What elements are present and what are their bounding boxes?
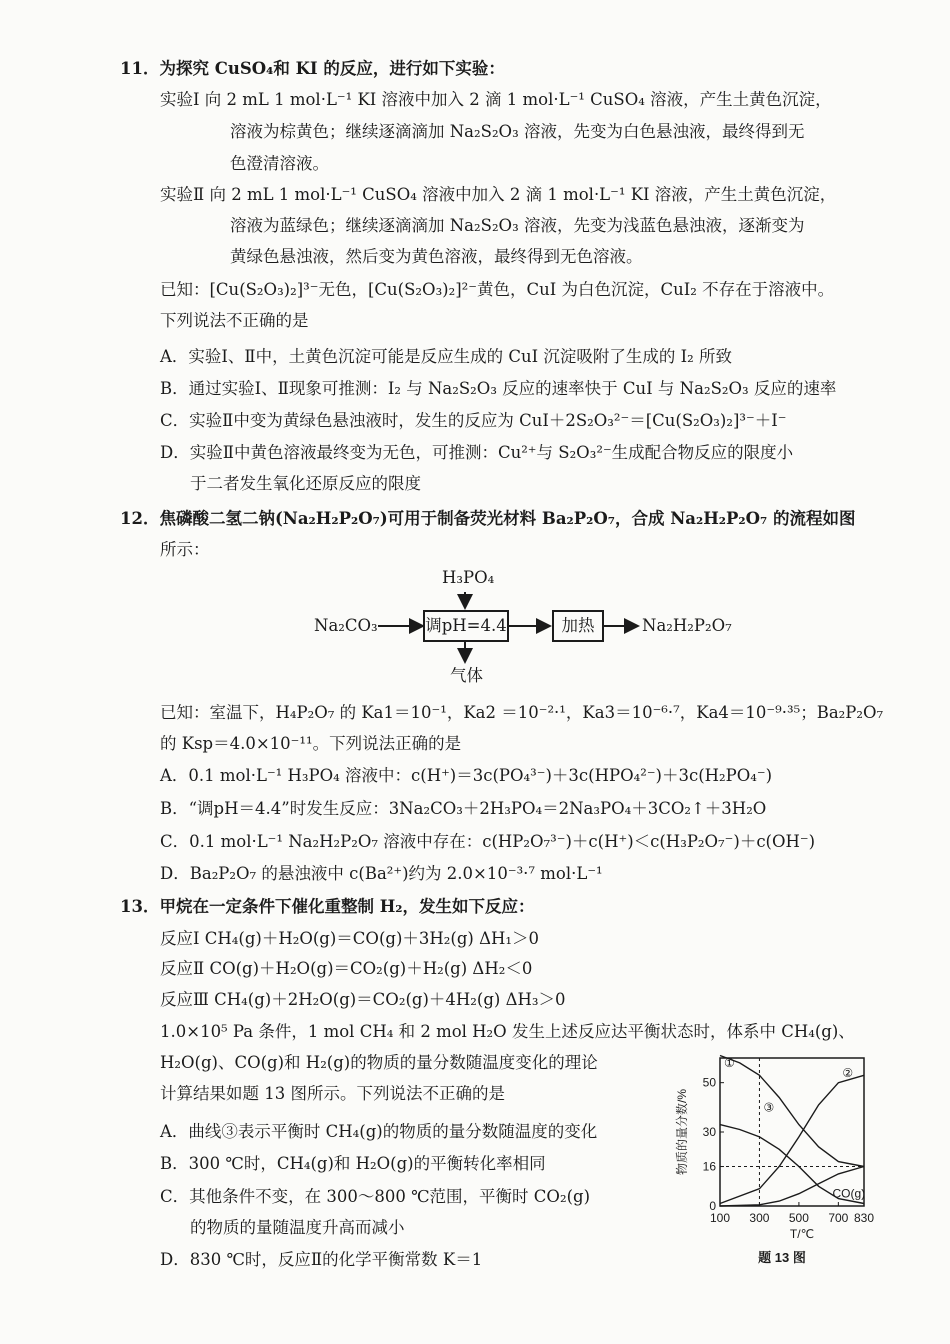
mole-fraction-chart — [672, 1046, 892, 1276]
x-tick-label-0: 100 — [709, 1211, 731, 1225]
x-tick-label-3: 700 — [828, 1211, 849, 1225]
q13-reaction-1: 反应Ⅰ CH₄(g)＋H₂O(g)＝CO(g)＋3H₂(g) ΔH₁＞0 — [160, 929, 539, 948]
series-line-1 — [720, 1075, 864, 1203]
flow-input-left: Na₂CO₃ — [314, 616, 378, 635]
q11-option-d-cont: 于二者发生氧化还原反应的限度 — [190, 474, 421, 493]
q12-option-b: B．“调pH＝4.4”时发生反应：3Na₂CO₃＋2H₃PO₄＝2Na₃PO₄＋3CO₂↑＋3H₂O — [160, 799, 767, 818]
q13-line-0: 13．甲烷在一定条件下催化重整制 H₂，发生如下反应： — [120, 897, 535, 916]
q12-option-d: D．Ba₂P₂O₇ 的悬浊液中 c(Ba²⁺)约为 2.0×10⁻³·⁷ mol·L⁻¹ — [160, 864, 603, 883]
series-label-2: ③ — [763, 1100, 775, 1115]
q12-line-0: 12．焦磷酸二氢二钠(Na₂H₂P₂O₇)可用于制备荧光材料 Ba₂P₂O₇，合成 Na₂H₂P₂O₇ 的流程如图 — [120, 509, 856, 528]
q13-line-6: 计算结果如题 13 图所示。下列说法不正确的是 — [160, 1084, 505, 1103]
q11-line-0: 11．为探究 CuSO₄和 KI 的反应，进行如下实验： — [120, 59, 505, 78]
plot-frame — [720, 1055, 864, 1206]
q13-option-b: B．300 ℃时，CH₄(g)和 H₂O(g)的平衡转化率相同 — [160, 1154, 546, 1173]
q12-option-a: A．0.1 mol·L⁻¹ H₃PO₄ 溶液中：c(H⁺)＝3c(PO₄³⁻)＋3c(HPO₄²⁻)＋3c(H₂PO₄⁻) — [160, 766, 773, 785]
q13-reaction-3: 反应Ⅲ CH₄(g)＋2H₂O(g)＝CO₂(g)＋4H₂(g) ΔH₃＞0 — [160, 990, 566, 1009]
q12-option-c: C．0.1 mol·L⁻¹ Na₂H₂P₂O₇ 溶液中存在：c(HP₂O₇³⁻)＋c(H⁺)＜c(H₃P₂O₇⁻)＋c(OH⁻) — [160, 832, 816, 851]
q12-known-line-0: 已知：室温下，H₄P₂O₇ 的 Ka1＝10⁻¹，Ka2 ＝10⁻²·¹，Ka3＝10⁻⁶·⁷，Ka4＝10⁻⁹·³⁵；Ba₂P₂O₇ — [160, 703, 884, 722]
q13-option-c-cont: 的物质的量随温度升高而减小 — [190, 1218, 405, 1237]
q11-line-1: 实验Ⅰ 向 2 mL 1 mol·L⁻¹ KI 溶液中加入 2 滴 1 mol·L⁻¹ CuSO₄ 溶液，产生土黄色沉淀， — [160, 90, 832, 109]
q11-option-b: B．通过实验Ⅰ、Ⅱ现象可推测：I₂ 与 Na₂S₂O₃ 反应的速率快于 CuI 与 Na₂S₂O₃ 反应的速率 — [160, 379, 837, 398]
y-tick-label-3: 50 — [702, 1075, 716, 1090]
flow-step-heat: 加热 — [552, 610, 604, 642]
flow-output: Na₂H₂P₂O₇ — [642, 616, 732, 635]
q11-line-4: 实验Ⅱ 向 2 mL 1 mol·L⁻¹ CuSO₄ 溶液中加入 2 滴 1 mol·L⁻¹ KI 溶液，产生土黄色沉淀， — [160, 185, 837, 204]
series-label-1: ② — [842, 1065, 854, 1080]
flow-byproduct-gas: 气体 — [450, 666, 483, 685]
chart-title: 题 13 图 — [758, 1250, 806, 1265]
q13-reaction-2: 反应Ⅱ CO(g)＋H₂O(g)＝CO₂(g)＋H₂(g) ΔH₂＜0 — [160, 959, 533, 978]
y-axis-label: 物质的量分数/% — [675, 1088, 689, 1176]
synthesis-flow-diagram — [310, 566, 750, 690]
y-tick-label-2: 30 — [702, 1125, 716, 1139]
q12-known-line-1: 的 Ksp＝4.0×10⁻¹¹。下列说法正确的是 — [160, 734, 462, 753]
q11-option-a: A．实验Ⅰ、Ⅱ中，土黄色沉淀可能是反应生成的 CuI 沉淀吸附了生成的 I₂ 所致 — [160, 347, 733, 366]
q11-line-8: 下列说法不正确的是 — [160, 311, 309, 330]
series-label-0: ① — [724, 1055, 735, 1070]
q13-option-c: C．其他条件不变，在 300～800 ℃范围，平衡时 CO₂(g) — [160, 1187, 591, 1206]
q11-option-d: D．实验Ⅱ中黄色溶液最终变为无色，可推测：Cu²⁺与 S₂O₃²⁻生成配合物反应的限度小 — [160, 443, 794, 462]
x-tick-label-2: 500 — [788, 1211, 809, 1225]
q13-option-a: A．曲线③表示平衡时 CH₄(g)的物质的量分数随温度的变化 — [160, 1122, 598, 1141]
x-tick-label-1: 300 — [749, 1211, 770, 1225]
q11-option-c: C．实验Ⅱ中变为黄绿色悬浊液时，发生的反应为 CuI＋2S₂O₃²⁻＝[Cu(S₂O₃)₂]³⁻＋I⁻ — [160, 411, 787, 430]
q11-line-2: 溶液为棕黄色；继续逐滴滴加 Na₂S₂O₃ 溶液，先变为白色悬浊液，最终得到无 — [230, 122, 805, 141]
q11-line-5: 溶液为蓝绿色；继续逐滴滴加 Na₂S₂O₃ 溶液，先变为浅蓝色悬浊液，逐渐变为 — [230, 216, 805, 235]
flow-step-adjust-ph: 调pH=4.4 — [423, 610, 509, 642]
x-tick-label-4: 830 — [853, 1211, 875, 1225]
q12-line-1: 所示： — [160, 540, 210, 559]
y-tick-label-1: 16 — [702, 1159, 716, 1174]
x-axis-label: T/℃ — [789, 1227, 815, 1241]
q13-line-5: H₂O(g)、CO(g)和 H₂(g)的物质的量分数随温度变化的理论 — [160, 1053, 598, 1072]
q13-line-4: 1.0×10⁵ Pa 条件，1 mol CH₄ 和 2 mol H₂O 发生上述反应达平衡状态时，体系中 CH₄(g)、 — [160, 1022, 855, 1041]
y-tick-label-0: 0 — [709, 1199, 716, 1213]
q13-option-d: D．830 ℃时，反应Ⅱ的化学平衡常数 K＝1 — [160, 1250, 483, 1269]
q11-line-3: 色澄清溶液。 — [230, 154, 329, 173]
chart-svg — [672, 1046, 892, 1276]
q11-line-6: 黄绿色悬浊液，然后变为黄色溶液，最终得到无色溶液。 — [230, 247, 643, 266]
series-label-3: CO(g) — [832, 1186, 866, 1201]
flow-input-top: H₃PO₄ — [442, 568, 495, 587]
q11-line-7: 已知：[Cu(S₂O₃)₂]³⁻无色，[Cu(S₂O₃)₂]²⁻黄色，CuI 为白色沉淀，CuI₂ 不存在于溶液中。 — [160, 280, 835, 299]
